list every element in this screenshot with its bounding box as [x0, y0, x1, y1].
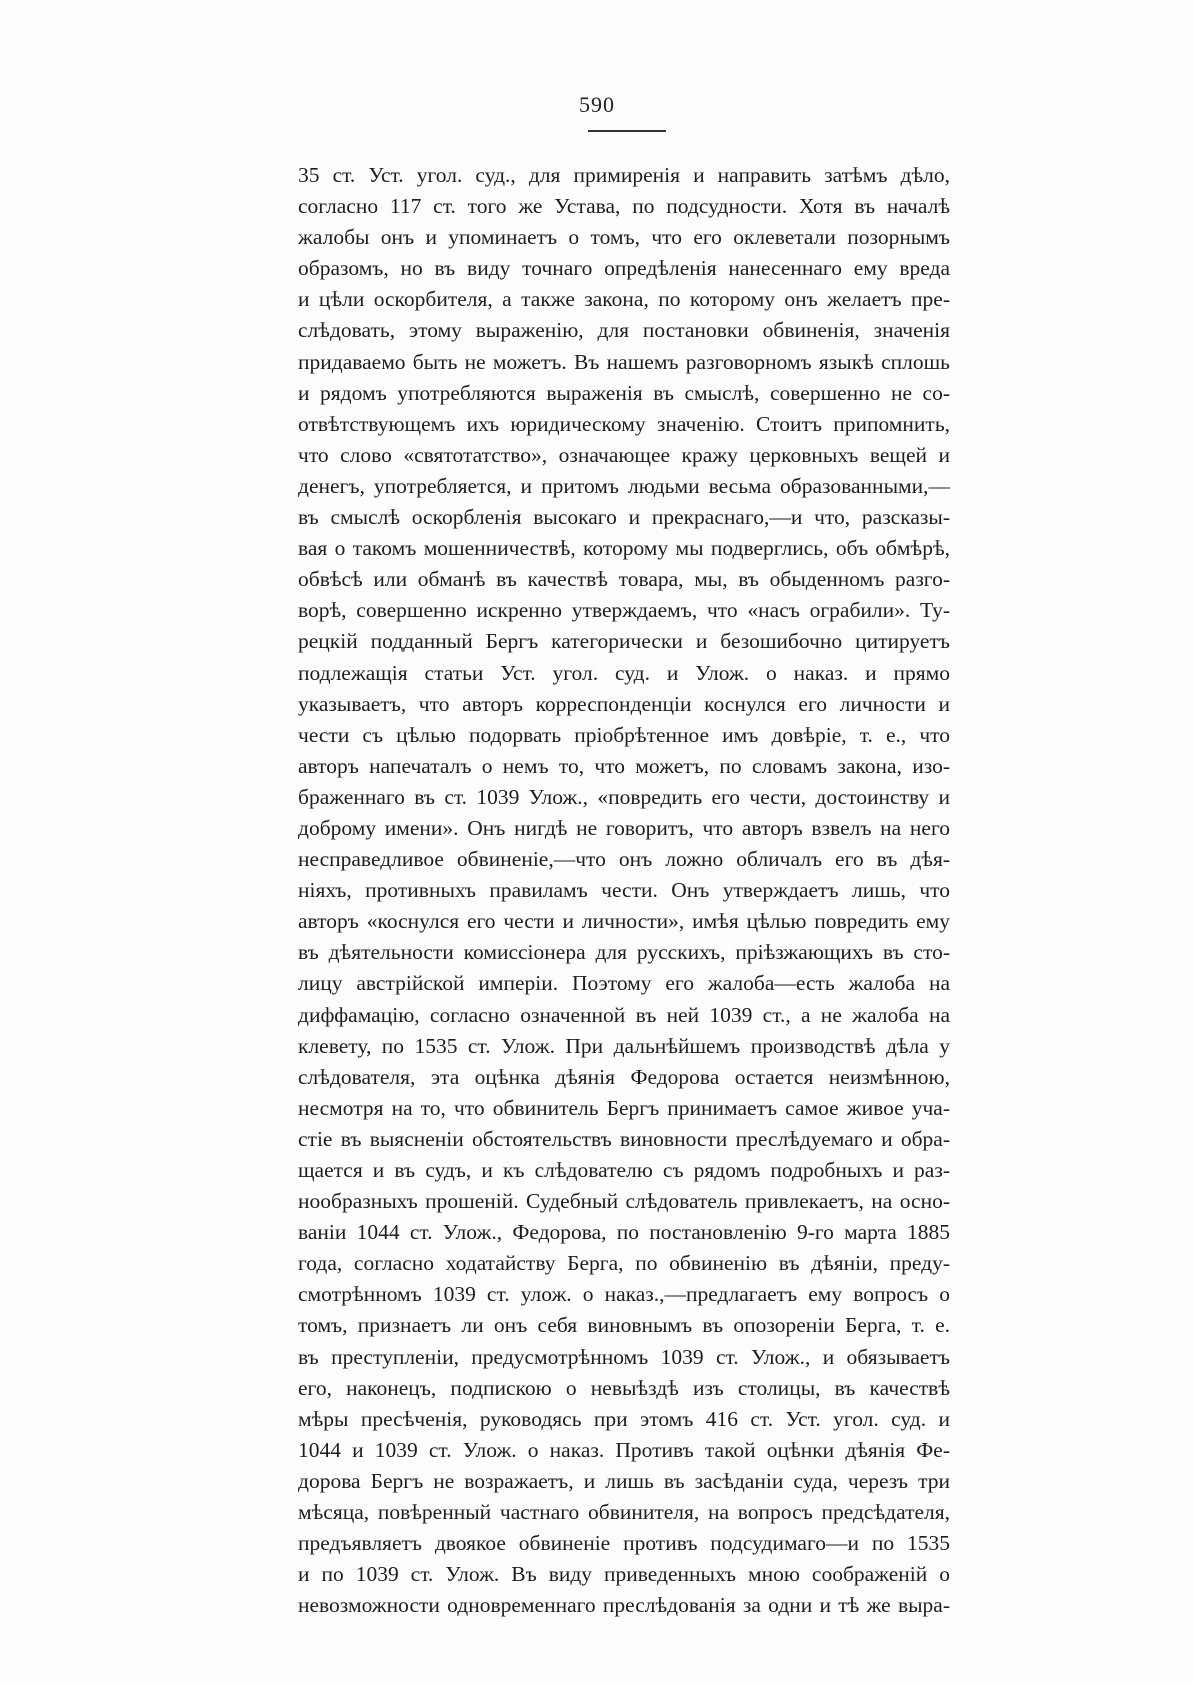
text-line: невозможности одновременнаго преслѣдованія за одни и тѣ же выра-	[298, 1593, 950, 1618]
text-line: и рядомъ употребляются выраженія въ смыслѣ, совершенно не со-	[298, 380, 950, 405]
text-line: въ смыслѣ оскорбленія высокаго и прекраснаго,—и что, разсказы-	[298, 505, 950, 530]
text-line: несправедливое обвиненіе,—что онъ ложно обличалъ его въ дѣя-	[298, 847, 950, 872]
text-line: ворѣ, совершенно искренно утверждаемъ, что «насъ ограбили». Ту-	[298, 598, 950, 623]
text-line: денегъ, употребляется, и притомъ людьми весьма образованными,—	[298, 473, 950, 498]
text-line: клевету, по 1535 ст. Улож. При дальнѣйшемъ производствѣ дѣла у	[298, 1033, 950, 1058]
text-line: диффамацію, согласно означенной въ ней 1039 ст., а не жалоба на	[298, 1002, 950, 1027]
text-line: въ преступленіи, предусмотрѣнномъ 1039 ст. Улож., и обязываетъ	[298, 1344, 950, 1369]
text-line: смотрѣнномъ 1039 ст. улож. о наказ.,—предлагаетъ ему вопросъ о	[298, 1282, 950, 1307]
text-line: и по 1039 ст. Улож. Въ виду приведенныхъ мною соображеній о	[298, 1562, 950, 1587]
text-line: вая о такомъ мошенничествѣ, которому мы подверглись, объ обмѣрѣ,	[298, 536, 950, 561]
text-line: мѣры пресѣченія, руководясь при этомъ 416 ст. Уст. угол. суд. и	[298, 1406, 950, 1431]
text-line: предъявляетъ двоякое обвиненіе противъ подсудимаго—и по 1535	[298, 1531, 950, 1556]
text-line: ніяхъ, противныхъ правиламъ чести. Онъ утверждаетъ лишь, что	[298, 878, 950, 903]
text-line: авторъ «коснулся его чести и личности», имѣя цѣлью повредить ему	[298, 909, 950, 934]
text-line: несмотря на то, что обвинитель Бергъ принимаетъ самое живое уча-	[298, 1095, 950, 1120]
text-line: щается и въ судъ, и къ слѣдователю съ рядомъ подробныхъ и раз-	[298, 1158, 950, 1182]
text-line: что слово «святотатство», означающее кражу церковныхъ вещей и	[298, 442, 950, 467]
text-line: обвѣсѣ или обманѣ въ качествѣ товара, мы, въ обыденномъ разго-	[298, 567, 950, 592]
text-line: образомъ, но въ виду точнаго опредѣленія нанесеннаго ему вреда	[298, 256, 950, 281]
text-line: отвѣтствующемъ ихъ юридическому значенію. Стоитъ припомнить,	[298, 411, 950, 436]
text-line: ваніи 1044 ст. Улож., Федорова, по постановленію 9-го марта 1885	[298, 1220, 950, 1245]
text-line: и цѣли оскорбителя, а также закона, по которому онъ желаетъ пре-	[298, 287, 950, 312]
text-line: года, согласно ходатайству Берга, по обвиненію въ дѣяніи, преду-	[298, 1251, 950, 1276]
text-line: указываетъ, что авторъ корреспонденціи коснулся его личности и	[298, 691, 950, 716]
text-line: дорова Бергъ не возражаетъ, и лишь въ засѣданіи суда, черезъ три	[298, 1468, 950, 1493]
text-line: подлежащія статьи Уст. угол. суд. и Улож. о наказ. и прямо	[298, 660, 950, 685]
text-line: въ дѣятельности комиссіонера для русскихъ, пріѣзжающихъ въ сто-	[298, 940, 950, 965]
text-line: слѣдовать, этому выраженію, для постановки обвиненія, значенія	[298, 318, 950, 343]
text-line: жалобы онъ и упоминаетъ о томъ, что его оклеветали позорнымъ	[298, 225, 950, 250]
text-line: томъ, признаетъ ли онъ себя виновнымъ въ опозореніи Берга, т. е.	[298, 1313, 950, 1338]
text-line: 35 ст. Уст. угол. суд., для примиренія и направить затѣмъ дѣло,	[298, 163, 950, 187]
body-text	[298, 160, 950, 1621]
text-line: чести съ цѣлью подорвать пріобрѣтенное имъ довѣріе, т. е., что	[298, 722, 950, 747]
text-line: лицу австрійской имперіи. Поэтому его жалоба—есть жалоба на	[298, 971, 950, 996]
text-line: браженнаго въ ст. 1039 Улож., «повредить его чести, достоинству и	[298, 784, 950, 809]
text-line: доброму имени». Онъ нигдѣ не говоритъ, что авторъ взвелъ на него	[298, 815, 950, 840]
text-line: придаваемо быть не можетъ. Въ нашемъ разговорномъ языкѣ сплошь	[298, 349, 950, 374]
text-line: нообразныхъ прошеній. Судебный слѣдователь привлекаетъ, на осно-	[298, 1189, 950, 1214]
page-header	[0, 92, 1194, 118]
text-line: слѣдователя, эта оцѣнка дѣянія Федорова остается неизмѣнною,	[298, 1064, 950, 1089]
text-line: согласно 117 ст. того же Устава, по подсудности. Хотя въ началѣ	[298, 194, 950, 219]
page-number: 590	[579, 92, 615, 117]
text-line: авторъ напечаталъ о немъ то, что можетъ, по словамъ закона, изо-	[298, 753, 950, 778]
text-line: его, наконецъ, подпискою о невыѣздѣ изъ столицы, въ качествѣ	[298, 1375, 950, 1400]
page-number-underline	[588, 130, 666, 132]
text-line: мѣсяца, повѣренный частнаго обвинителя, на вопросъ предсѣдателя,	[298, 1500, 950, 1525]
text-line: стіе въ выясненіи обстоятельствъ виновности преслѣдуемаго и обра-	[298, 1126, 950, 1151]
text-line: 1044 и 1039 ст. Улож. о наказ. Противъ такой оцѣнки дѣянія Фе-	[298, 1437, 950, 1462]
text-line: рецкій подданный Бергъ категорически и безошибочно цитируетъ	[298, 629, 950, 654]
